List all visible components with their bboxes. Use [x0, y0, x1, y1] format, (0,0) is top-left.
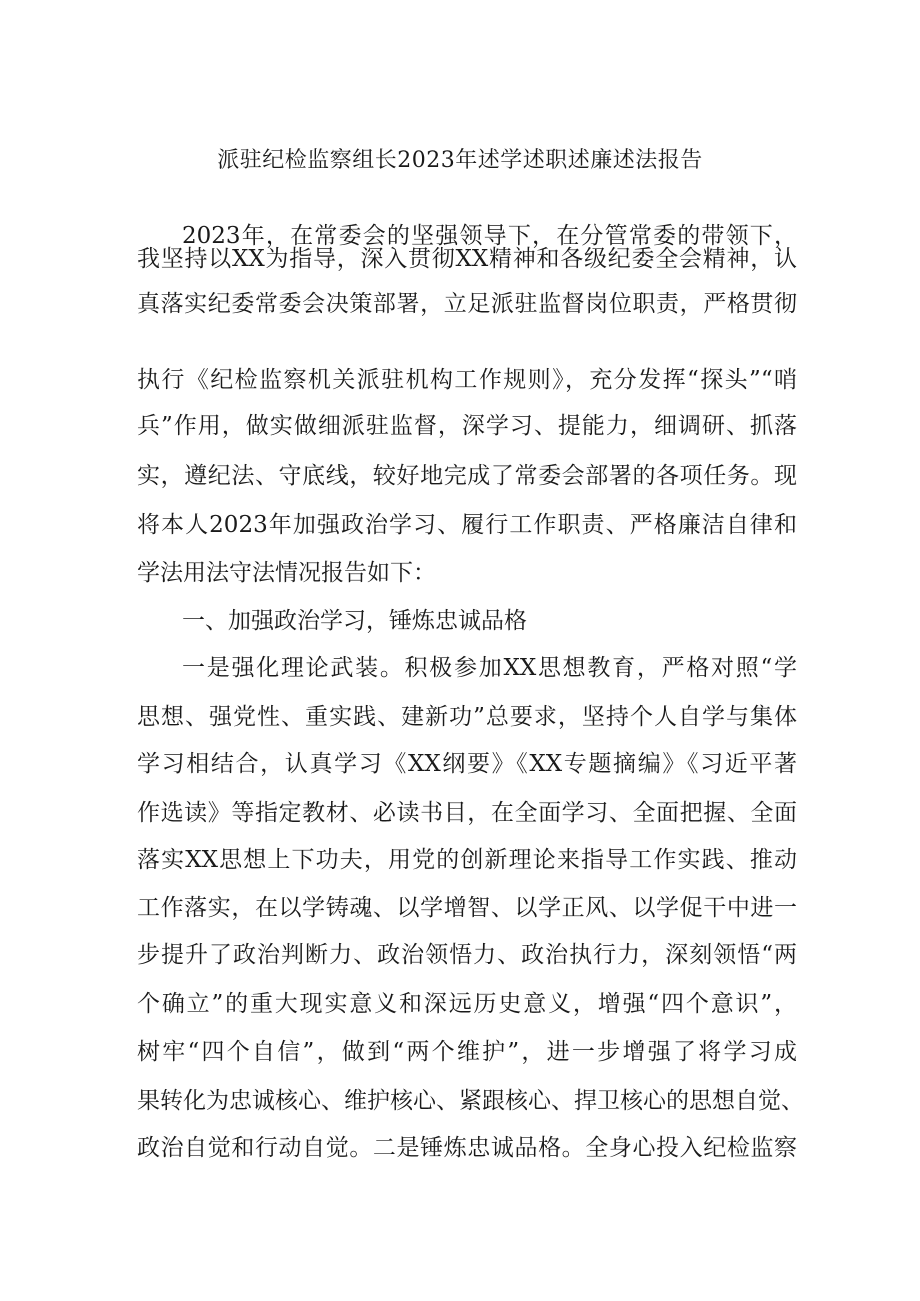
- paragraph-line: 将本人2023年加强政治学习、履行工作职责、严格廉洁自律和: [137, 512, 797, 538]
- paragraph-line: 果转化为忠诚核心、维护核心、紧跟核心、捍卫核心的思想自觉、: [137, 1088, 804, 1114]
- paragraph-line: 落实XX思想上下功夫，用党的创新理论来指导工作实践、推动: [137, 847, 797, 873]
- paragraph-line: 政治自觉和行动自觉。二是锤炼忠诚品格。全身心投入纪检监察: [137, 1135, 797, 1161]
- paragraph-line: 树牢“四个自信”，做到“两个维护”，进一步增强了将学习成: [137, 1039, 797, 1065]
- paragraph-line: 实，遵纪法、守底线，较好地完成了常委会部署的各项任务。现: [137, 463, 797, 489]
- paragraph-line: 学习相结合，认真学习《XX纲要》《XX专题摘编》《习近平著: [137, 751, 797, 777]
- paragraph-line: 一是强化理论武装。积极参加XX思想教育，严格对照“学: [182, 655, 797, 681]
- section-heading: 一、加强政治学习，锤炼忠诚品格: [182, 608, 527, 634]
- paragraph-line: 真落实纪委常委会决策部署，立足派驻监督岗位职责，严格贯彻: [137, 291, 797, 317]
- paragraph-line: 作选读》等指定教材、必读书目，在全面学习、全面把握、全面: [137, 800, 797, 826]
- paragraph-line: 兵”作用，做实做细派驻监督，深学习、提能力，细调研、抓落: [137, 413, 797, 439]
- paragraph-line: 个确立”的重大现实意义和深远历史意义，增强“四个意识”，: [137, 991, 797, 1017]
- paragraph-line: 步提升了政治判断力、政治领悟力、政治执行力，深刻领悟“两: [137, 942, 797, 968]
- paragraph-line: 工作落实，在以学铸魂、以学增智、以学正风、以学促干中进一: [137, 895, 797, 921]
- paragraph-line: 学法用法守法情况报告如下：: [137, 560, 436, 586]
- document-title: 派驻纪检监察组长2023年述学述职述廉述法报告: [217, 148, 703, 173]
- paragraph-line: 我坚持以XX为指导，深入贯彻XX精神和各级纪委全会精神，认: [137, 246, 797, 272]
- paragraph-line: 2023年，在常委会的坚强领导下，在分管常委的带领下，: [182, 223, 797, 249]
- paragraph-line: 执行《纪检监察机关派驻机构工作规则》，充分发挥“探头”“哨: [137, 367, 797, 393]
- paragraph-line: 思想、强党性、重实践、建新功”总要求，坚持个人自学与集体: [137, 704, 797, 730]
